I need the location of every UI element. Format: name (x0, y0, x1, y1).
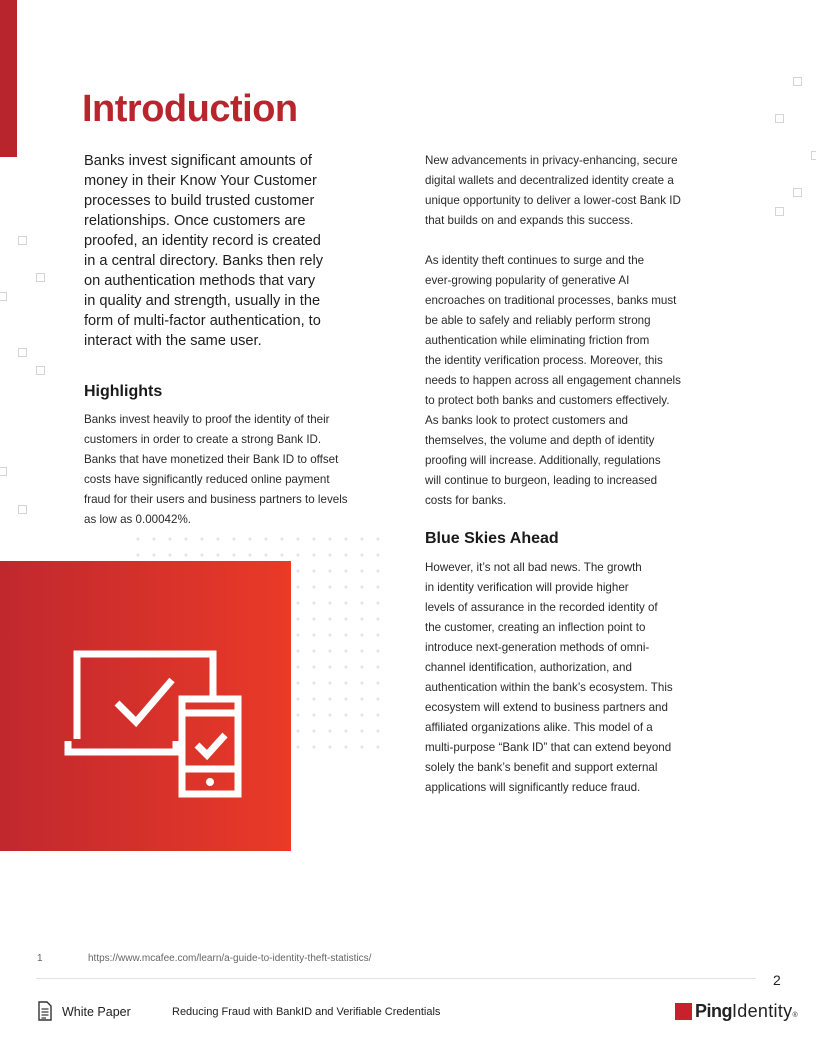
text-line: ecosystem will extend to business partners and (425, 701, 668, 714)
decorative-square (36, 273, 45, 282)
intro-lead-paragraph (84, 151, 384, 351)
text-line: solely the bank’s benefit and support external (425, 761, 658, 774)
text-line: costs have significantly reduced online payment (84, 473, 330, 486)
decorative-square (775, 114, 784, 123)
illustration-panel (0, 561, 291, 851)
decorative-square (793, 77, 802, 86)
text-line: applications will significantly reduce fraud. (425, 781, 641, 794)
paragraph-gap (425, 231, 681, 251)
text-line: channel identification, authorization, and (425, 661, 632, 674)
text-line: As banks look to protect customers and (425, 414, 628, 427)
text-line: form of multi-factor authentication, to (84, 313, 321, 329)
logo-text-ping: Ping (695, 1001, 732, 1021)
decorative-square (18, 236, 27, 245)
page-number: 2 (773, 972, 781, 988)
footer-doc-type: White Paper (62, 1005, 131, 1019)
text-line: in quality and strength, usually in the (84, 293, 321, 309)
text-line: costs for banks. (425, 494, 507, 507)
ping-identity-logo (675, 1001, 798, 1022)
decorative-square (18, 348, 27, 357)
decorative-square (36, 366, 45, 375)
text-line: authentication within the bank’s ecosystem. This (425, 681, 673, 694)
text-line: Banks that have monetized their Bank ID to offset (84, 453, 339, 466)
text-line: needs to happen across all engagement channels (425, 374, 681, 387)
highlights-heading: Highlights (84, 383, 163, 400)
text-line: However, it’s not all bad news. The growth (425, 561, 642, 574)
footer-divider (36, 978, 756, 979)
text-line: themselves, the volume and depth of identity (425, 434, 655, 447)
text-line: interact with the same user. (84, 333, 262, 349)
text-line: New advancements in privacy-enhancing, secure (425, 154, 678, 167)
text-line: as low as 0.00042%. (84, 513, 191, 526)
logo-square-icon (675, 1003, 692, 1020)
logo-text-identity: Identity (732, 1001, 793, 1021)
text-line: be able to safely and reliably perform strong (425, 314, 651, 327)
text-line: that builds on and expands this success. (425, 214, 634, 227)
laptop-and-phone-checkmark-icon (0, 561, 291, 851)
text-line: Banks invest heavily to proof the identity of their (84, 413, 330, 426)
text-line: introduce next-generation methods of omni- (425, 641, 650, 654)
document-icon (37, 1001, 53, 1021)
text-line: in a central directory. Banks then rely (84, 253, 324, 269)
text-line: will continue to burgeon, leading to increased (425, 474, 658, 487)
blue-skies-heading: Blue Skies Ahead (425, 530, 559, 547)
laptop-base (68, 741, 176, 752)
text-line: As identity theft continues to surge and the (425, 254, 645, 267)
blue-skies-paragraph (425, 558, 673, 798)
phone-home-button (206, 778, 214, 786)
footnote-link[interactable]: https://www.mcafee.com/learn/a-guide-to-identity-theft-statistics/ (88, 953, 372, 964)
decorative-square (793, 188, 802, 197)
footnote-number: 1 (37, 953, 43, 964)
page-title: Introduction (82, 88, 298, 130)
text-line: Banks invest significant amounts of (84, 153, 312, 169)
right-column-paragraphs (425, 151, 681, 511)
decorative-square (0, 292, 7, 301)
text-line: affiliated organizations alike. This model of a (425, 721, 653, 734)
text-line: customers in order to create a strong Bank ID. (84, 433, 322, 446)
decorative-square (18, 505, 27, 514)
highlights-paragraph (84, 410, 348, 530)
text-line: proofed, an identity record is created (84, 233, 321, 249)
decorative-square (811, 151, 816, 160)
text-line: ever-growing popularity of generative AI (425, 274, 630, 287)
text-line: on authentication methods that vary (84, 273, 316, 289)
text-line: relationships. Once customers are (84, 213, 306, 229)
text-line: processes to build trusted customer (84, 193, 315, 209)
text-line: unique opportunity to deliver a lower-cost Bank ID (425, 194, 681, 207)
text-line: the customer, creating an inflection point to (425, 621, 646, 634)
accent-bar (0, 0, 17, 157)
phone-checkmark (197, 735, 225, 755)
text-line: the identity verification process. Moreover, this (425, 354, 663, 367)
text-line: levels of assurance in the recorded identity of (425, 601, 658, 614)
logo-trademark: ® (792, 1012, 798, 1019)
text-line: digital wallets and decentralized identity create a (425, 174, 674, 187)
text-line: to protect both banks and customers effectively. (425, 394, 670, 407)
text-line: encroaches on traditional processes, banks must (425, 294, 677, 307)
decorative-square (775, 207, 784, 216)
text-line: authentication while eliminating friction from (425, 334, 650, 347)
text-line: money in their Know Your Customer (84, 173, 317, 189)
text-line: proofing will increase. Additionally, regulations (425, 454, 661, 467)
laptop-checkmark (117, 680, 172, 722)
text-line: fraud for their users and business partners to levels (84, 493, 348, 506)
footer-doc-title: Reducing Fraud with BankID and Verifiable Credentials (172, 1006, 441, 1018)
text-line: in identity verification will provide higher (425, 581, 629, 594)
text-line: multi-purpose “Bank ID” that can extend beyond (425, 741, 672, 754)
decorative-square (0, 467, 7, 476)
